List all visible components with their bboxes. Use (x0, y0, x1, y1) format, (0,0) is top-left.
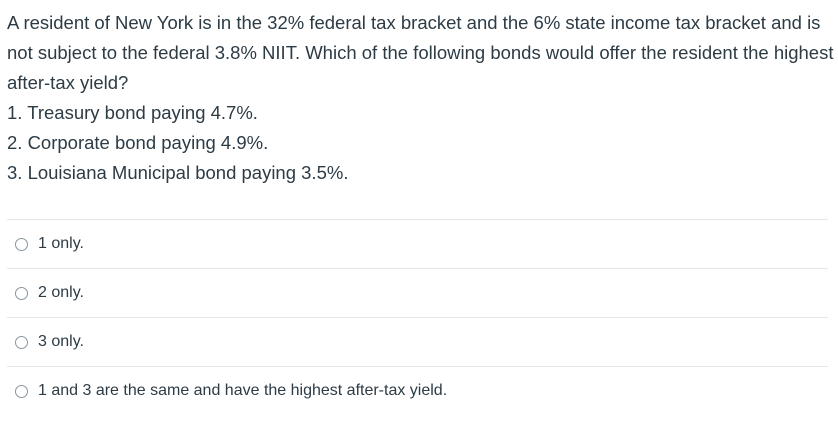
answer-label: 2 only. (38, 284, 84, 301)
question-text (7, 8, 835, 188)
question-stem: A resident of New York is in the 32% federal tax bracket and the 6% state income tax bracket and is not subject to the federal 3.8% NIIT. Which of the following bonds would offer the resident the highest after-tax yield? (7, 12, 834, 93)
answer-label: 3 only. (38, 333, 84, 350)
answer-option-1[interactable] (7, 219, 828, 268)
answer-option-4[interactable] (7, 366, 828, 415)
radio-button[interactable] (15, 287, 28, 300)
answer-option-2[interactable] (7, 268, 828, 317)
radio-button[interactable] (15, 238, 28, 251)
question-item-3: 3. Louisiana Municipal bond paying 3.5%. (7, 162, 349, 183)
question-item-1: 1. Treasury bond paying 4.7%. (7, 102, 258, 123)
answer-label: 1 only. (38, 235, 84, 252)
answer-list (7, 219, 828, 415)
question-item-2: 2. Corporate bond paying 4.9%. (7, 132, 269, 153)
radio-button[interactable] (15, 336, 28, 349)
answer-option-3[interactable] (7, 317, 828, 366)
answer-label: 1 and 3 are the same and have the highest after-tax yield. (38, 382, 448, 399)
radio-button[interactable] (15, 385, 28, 398)
